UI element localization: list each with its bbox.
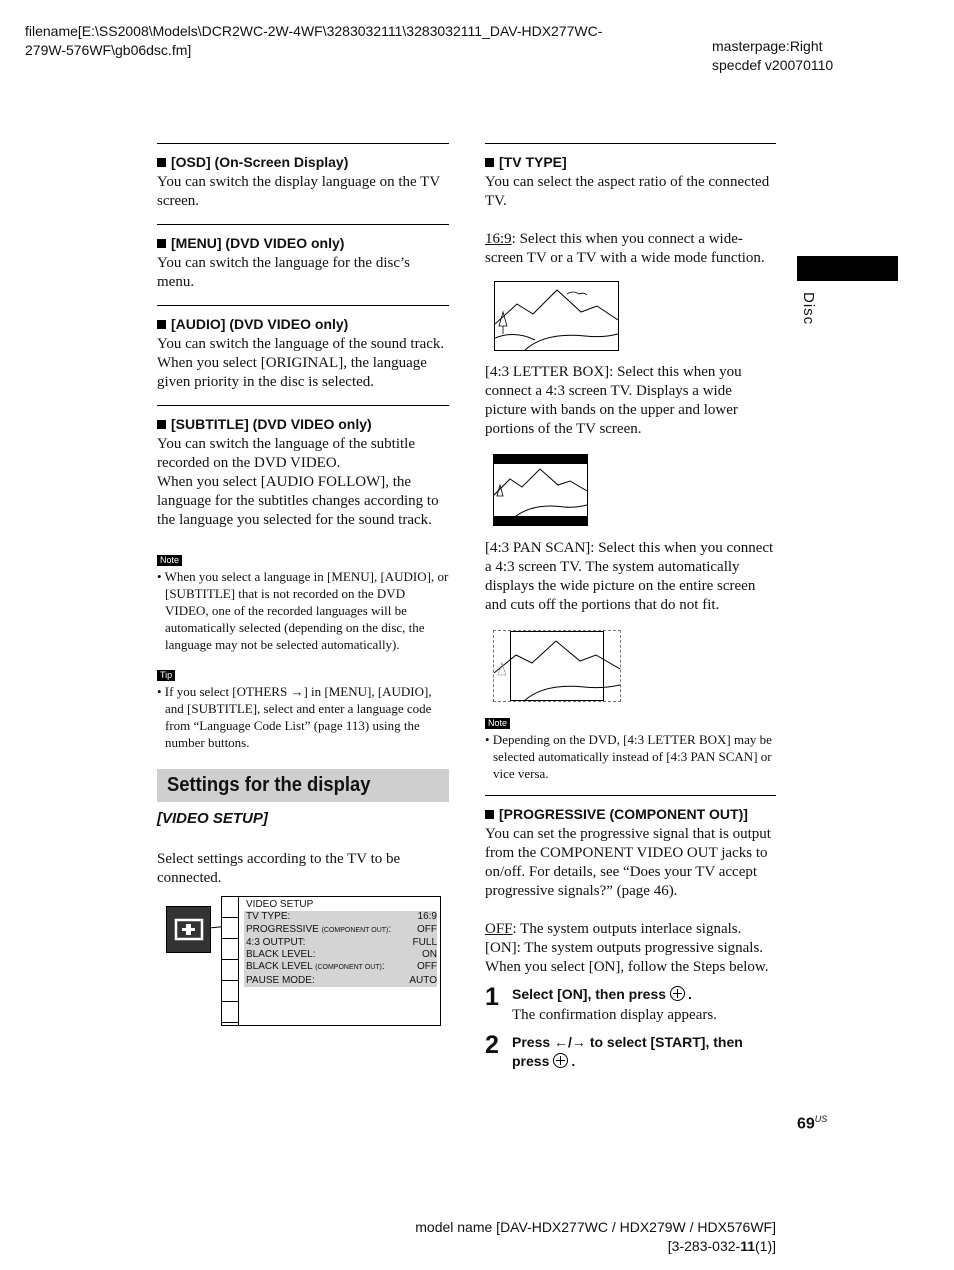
square-bullet-icon (157, 239, 166, 248)
square-bullet-icon (157, 420, 166, 429)
square-bullet-icon (485, 158, 494, 167)
menu-icon-strip (222, 897, 239, 1025)
menu-title: VIDEO SETUP (244, 899, 437, 911)
menu-rows (244, 899, 437, 987)
note-label: Note (157, 555, 182, 566)
tv-panscan-image (493, 630, 621, 702)
left-column (157, 143, 449, 888)
tv-16-9-image (494, 281, 619, 351)
note-box: Note • When you select a language in [MENU], [AUDIO], or [SUBTITLE] that is not recorded on the DVD VIDEO, one of the recorded languages will be automatically selected (depending on the disc, the language may not be selected automatically). (157, 555, 449, 652)
section-title-band (157, 769, 449, 802)
side-tab-label: Disc (800, 292, 817, 326)
square-bullet-icon (157, 320, 166, 329)
menu-row: TV TYPE: 16:9 (246, 911, 437, 923)
menu-section: [MENU] (DVD VIDEO only) You can switch the language for the disc’s menu. (157, 224, 449, 292)
footer: model name [DAV-HDX277WC / HDX279W / HDX576WF] [3-283-032-11(1)] (415, 1219, 776, 1254)
progressive-section: [PROGRESSIVE (COMPONENT OUT)] You can set the progressive signal that is output from the COMPONENT VIDEO OUT jacks to on/off. For details, see “Does your TV accept progressive signals?” (page 46). OFF: The system outputs interlace signals. [ON]: The system outputs progressive signals. When you select [ON], follow the Steps below. 1 Select [ON], then press . The confirmation display appears. 2 Press ←/→ to select [START], then press . (485, 795, 776, 1071)
menu-row: PROGRESSIVE (COMPONENT OUT): OFF (244, 924, 437, 937)
right-column (485, 143, 776, 1084)
menu-row: 4:3 OUTPUT: FULL (246, 936, 437, 948)
page-number: $69^{US}$ (797, 1114, 828, 1133)
enter-button-icon (553, 1053, 568, 1068)
menu-row: BLACK LEVEL: ON (246, 949, 437, 961)
enter-button-icon (670, 986, 685, 1001)
menu-row: PAUSE MODE: AUTO (246, 974, 437, 986)
square-bullet-icon (157, 158, 166, 167)
square-bullet-icon (485, 810, 494, 819)
menu-row: BLACK LEVEL (COMPONENT OUT): OFF (244, 961, 437, 974)
osd-section: [OSD] (On-Screen Display) You can switch the display language on the TV screen. (157, 143, 449, 211)
tv-type-section: [TV TYPE] You can select the aspect ratio of the connected TV. 16:9: Select this when you connect a wide-screen TV or a TV with a wide mode function. [4:3 LETTER BOX]: Select this when you connect a 4:3 screen TV. Displays a wide picture with bands on the upper and lower portions of the TV screen. [4:3 PAN SCAN]: Select this when you connect a 4:3 screen TV. The system automatically displays the wide picture on the entire screen and cuts off the portions that do not fit. Note • Depending on the DVD, [4:3 LETTER BOX] may be selected automatically instead of [4:3 PAN SCAN] or vice versa. (485, 143, 776, 782)
audio-section: [AUDIO] (DVD VIDEO only) You can switch the language of the sound track. When you select [ORIGINAL], the language given priority in the disc is selected. (157, 305, 449, 392)
note-label: Note (485, 718, 510, 729)
subtitle-section: [SUBTITLE] (DVD VIDEO only) You can switch the language of the subtitle recorded on the DVD VIDEO. When you select [AUDIO FOLLOW], the language for the subtitles changes according to the language you selected for the sound track. (157, 405, 449, 530)
tip-label: Tip (157, 670, 175, 681)
side-tab-marker (797, 256, 898, 281)
step-1: 1 Select [ON], then press . The confirmation display appears. (485, 983, 717, 1023)
header-filename: filename[E:\SS2008\Models\DCR2WC-2W-4WF\3283032111\3283032111_DAV-HDX277WC- 279W-576WF\gb06dsc.fm] (25, 23, 603, 58)
section-title: Settings for the display (167, 774, 371, 796)
intro-text: Select settings according to the TV to be connected. (157, 851, 401, 886)
step-2: 2 Press ←/→ to select [START], then press . (485, 1031, 743, 1069)
right-note-box: Note • Depending on the DVD, [4:3 LETTER BOX] may be selected automatically instead of [4:3 PAN SCAN] or vice versa. (485, 718, 772, 781)
header-masterpage: masterpage:Right specdef v20070110 (712, 38, 834, 73)
subsection-title: [VIDEO SETUP] (157, 810, 268, 827)
tip-box: Tip • If you select [OTHERS →] in [MENU], [AUDIO], and [SUBTITLE], select and enter a language code from “Language Code List” (page 113) using the number buttons. (157, 670, 432, 750)
tv-letterbox-image (493, 454, 588, 526)
video-setup-menu (221, 896, 441, 1026)
video-setup-icon (166, 906, 211, 953)
